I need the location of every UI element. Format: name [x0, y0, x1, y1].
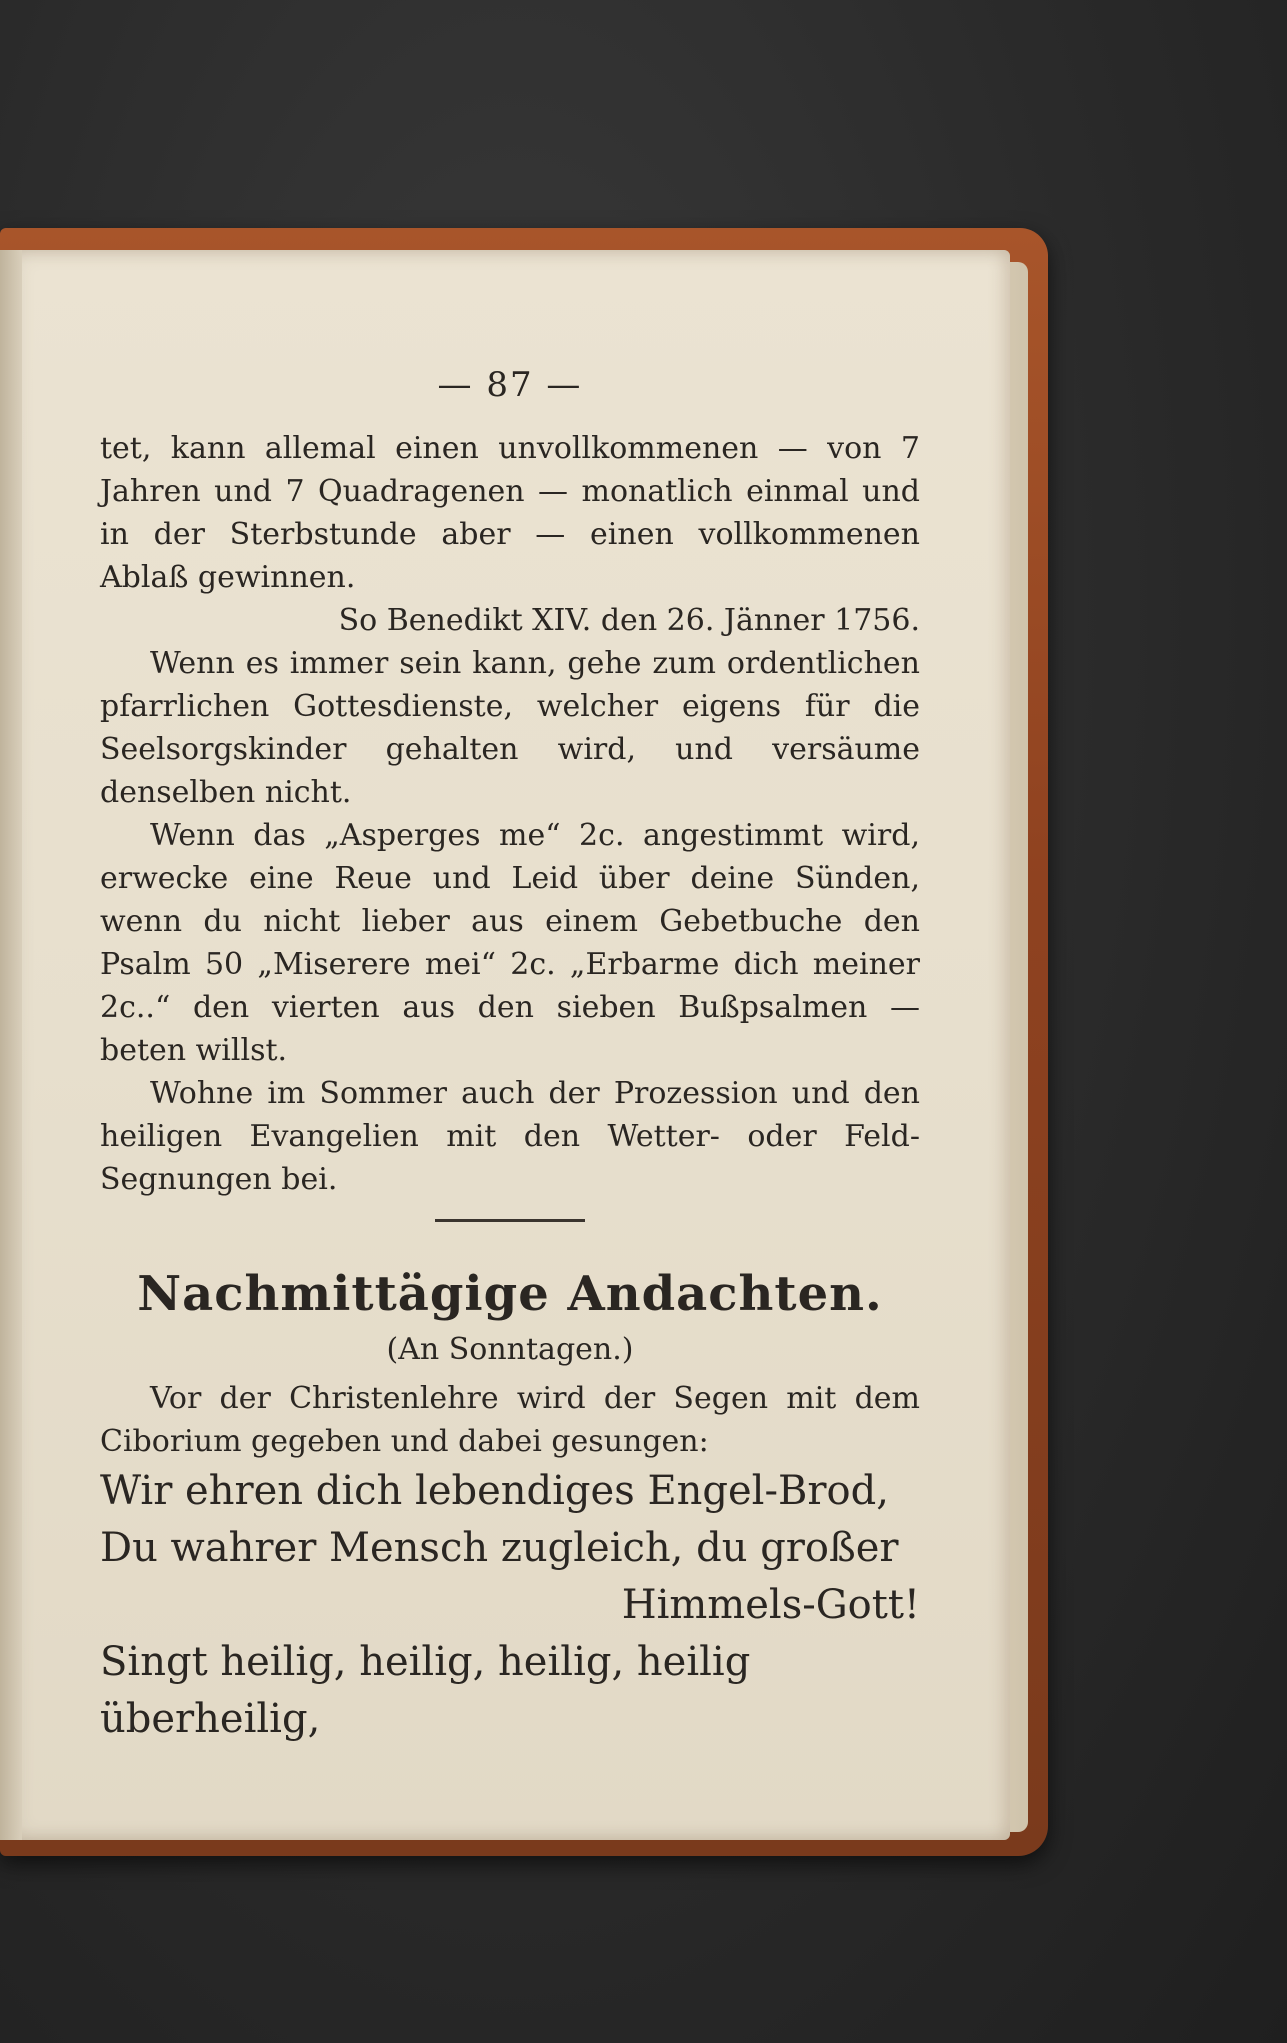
- paragraph-ciborium: Vor der Christenlehre wird der Segen mit dem Ciborium gegeben und dabei gesungen:: [100, 1381, 920, 1459]
- hymn-line-2: Du wahrer Mensch zugleich, du großer: [100, 1525, 899, 1571]
- section-subheading: (An Sonntagen.): [386, 1332, 634, 1367]
- section-divider: [435, 1219, 585, 1222]
- paragraph-asperges: Wenn das „Asperges me“ 2c. angestimmt wird, erwecke eine Reue und Leid über deine Sünden, wenn du nicht lieber aus einem Gebetbuche den Psalm 50 „Miserere mei“ 2c. „Erbarme dich meiner 2c..“ den vierten aus den sieben Bußpsalmen — beten willst.: [100, 818, 920, 1068]
- paragraph-citation: So Benedikt XIV. den 26. Jänner 1756.: [338, 603, 920, 638]
- page-number: — 87 —: [437, 365, 583, 405]
- paragraph-service: Wenn es immer sein kann, gehe zum ordentlichen pfarrlichen Gottesdienste, welcher eigens für die Seelsorgskinder gehalten wird, und versäume denselben nicht.: [100, 646, 920, 810]
- hymn-line-3: Himmels-Gott!: [621, 1582, 920, 1628]
- hymn-line-1: Wir ehren dich lebendiges Engel-Brod,: [100, 1468, 889, 1514]
- page-text: [100, 365, 920, 1748]
- page-gutter: [0, 250, 22, 1840]
- section-heading: Nachmittägige Andachten.: [137, 1266, 883, 1322]
- paragraph-procession: Wohne im Sommer auch der Prozession und den heiligen Evangelien mit den Wetter- oder Feld-Segnungen bei.: [100, 1076, 920, 1197]
- paragraph-indulgence: tet, kann allemal einen unvollkommenen — von 7 Jahren und 7 Quadragenen — monatlich einmal und in der Sterbstunde aber — einen vollkommenen Ablaß gewinnen.: [100, 431, 920, 595]
- hymn-line-4: Singt heilig, heilig, heilig, heilig überheilig,: [100, 1639, 751, 1742]
